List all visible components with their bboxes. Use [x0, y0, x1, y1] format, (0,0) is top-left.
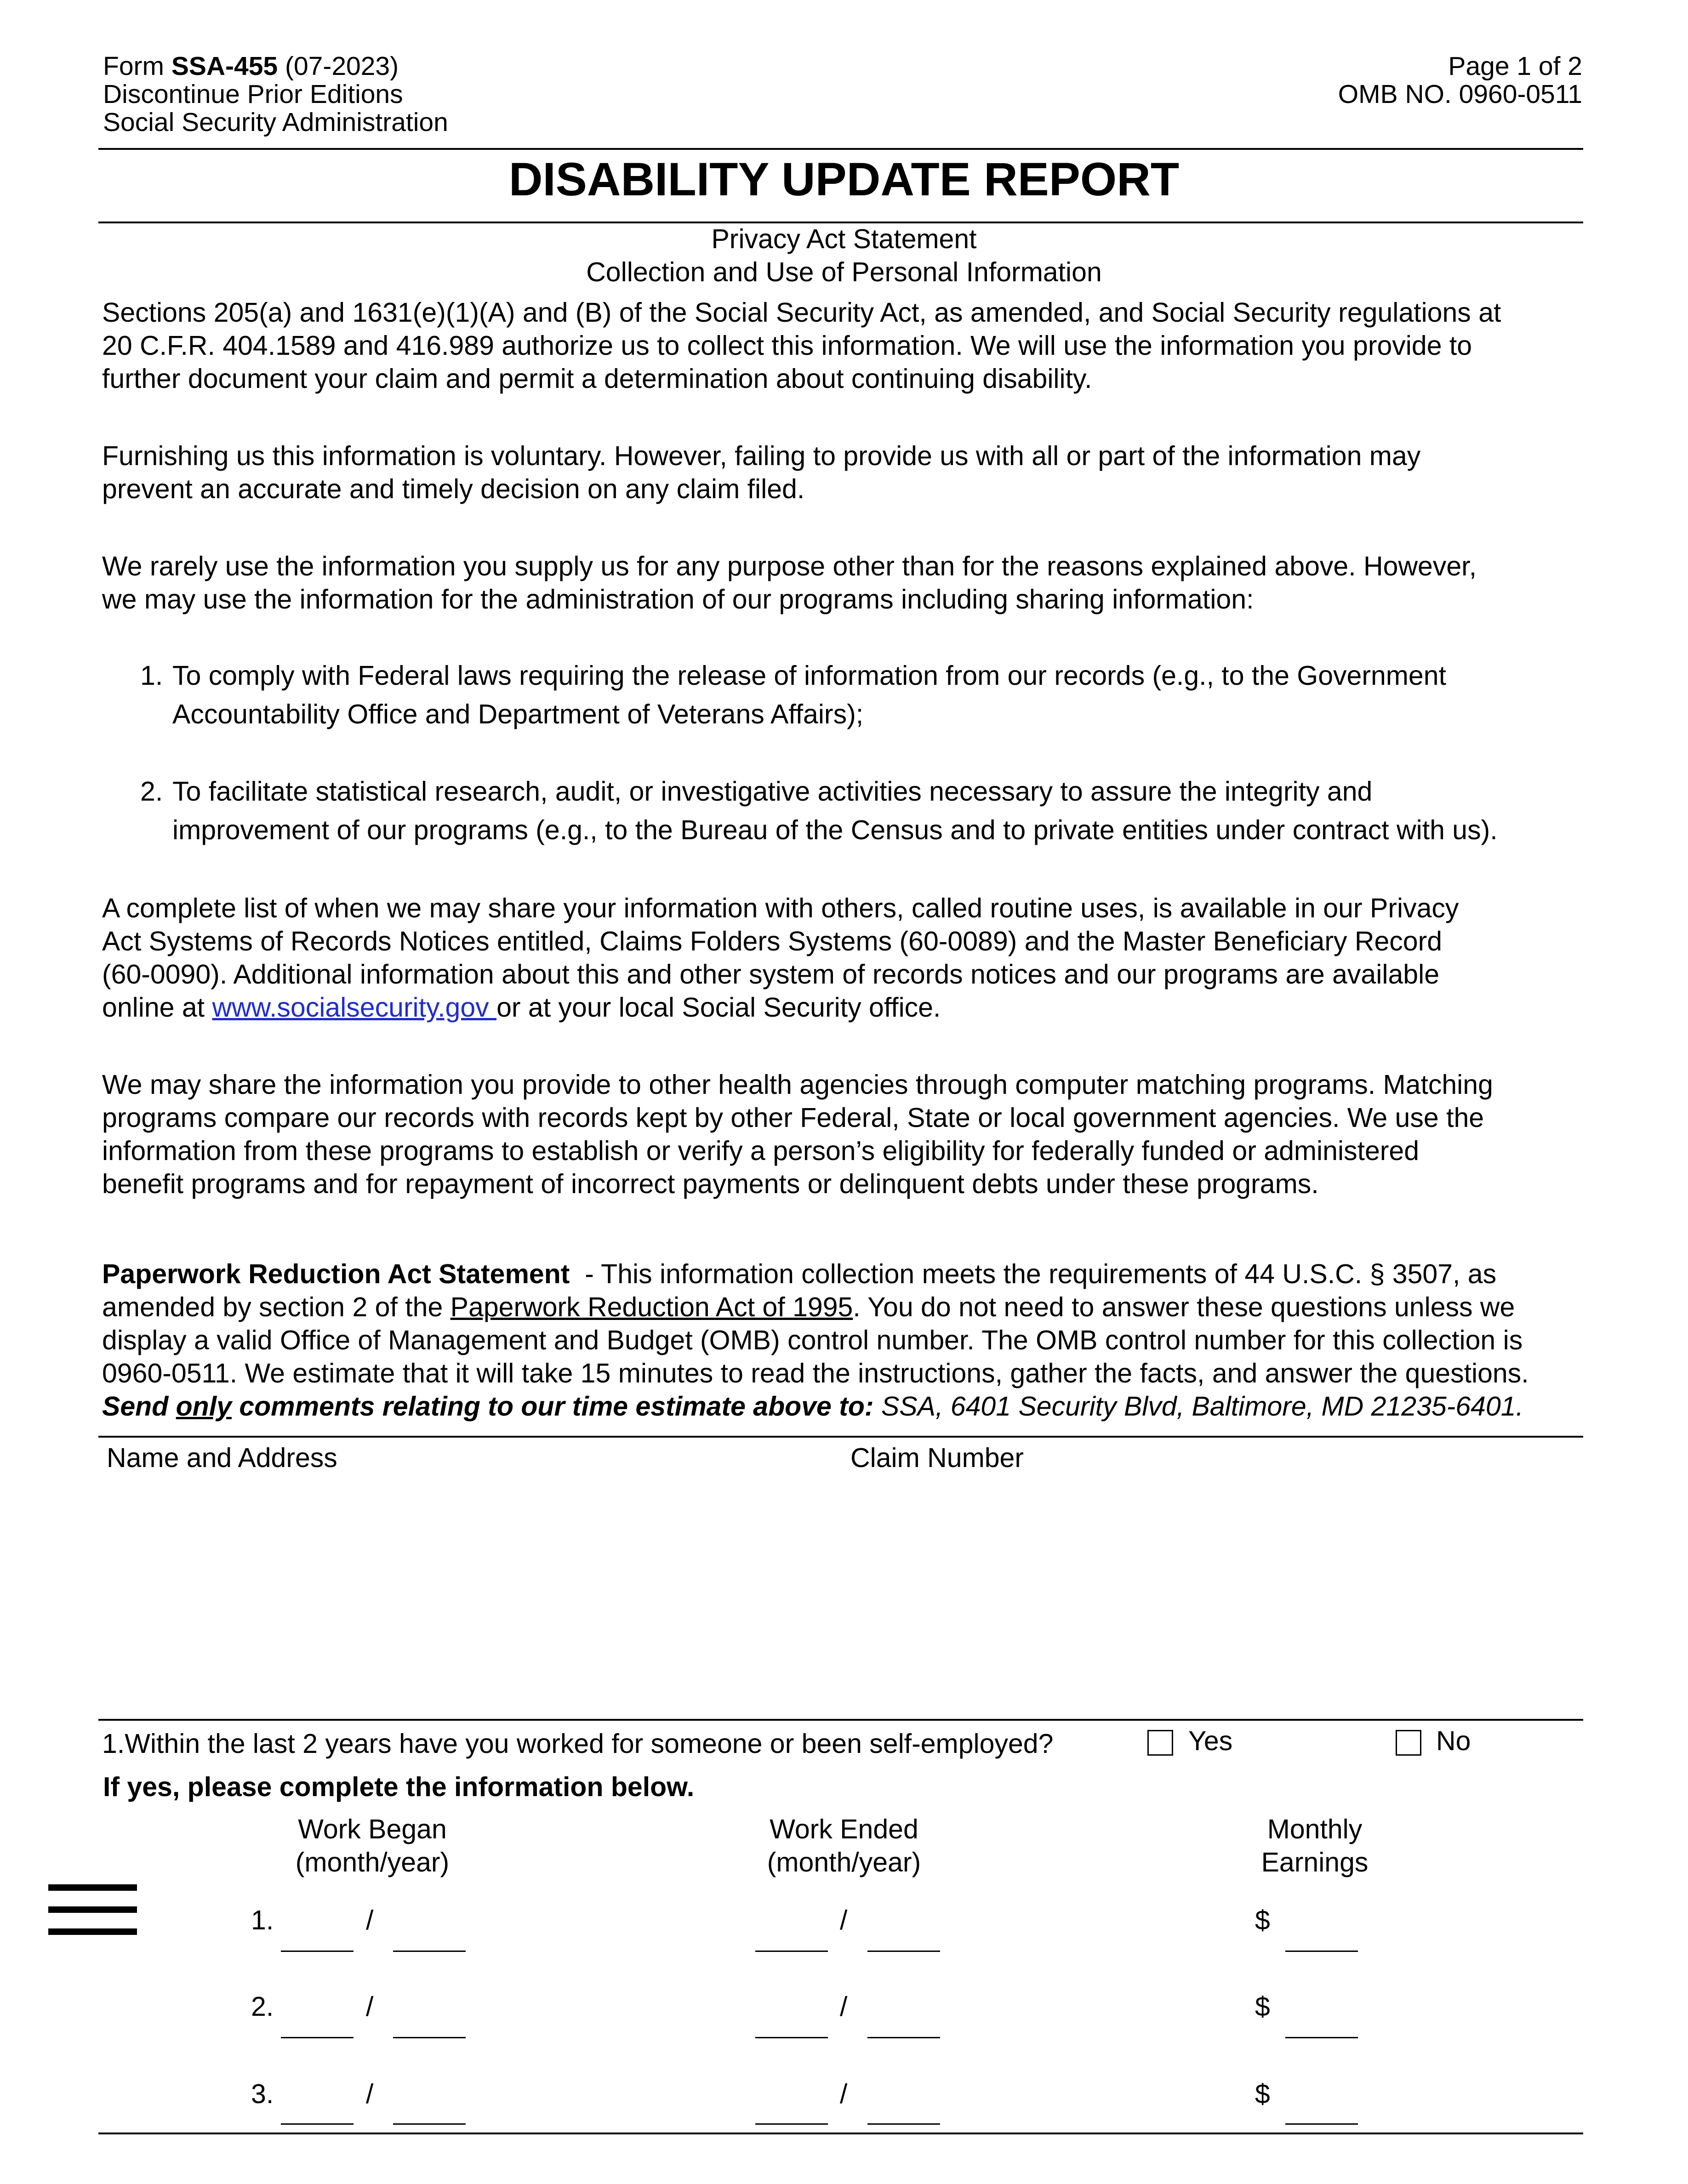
- date-separator: /: [840, 1905, 848, 1935]
- dollar-sign: $: [1255, 2079, 1270, 2109]
- form-prefix: Form: [103, 51, 171, 81]
- list-item-text: To facilitate statistical research, audit, or investigative activities necessary to assure the integrity and: [172, 776, 1373, 807]
- text-line: we may use the information for the administration of our programs including sharing information:: [102, 584, 1254, 614]
- work-began-month-input[interactable]: [281, 1951, 354, 1952]
- privacy-subheading: Collection and Use of Personal Information: [586, 257, 1102, 287]
- text-fragment: only: [176, 1391, 232, 1422]
- text-fragment: online at: [102, 992, 212, 1023]
- work-ended-month-input[interactable]: [755, 1951, 828, 1952]
- column-header-text: (month/year): [295, 1847, 450, 1877]
- work-ended-month-input[interactable]: [755, 2123, 828, 2125]
- divider: [98, 148, 1583, 150]
- list-item-number: 1.: [140, 660, 163, 691]
- page-number: Page 1 of 2: [1448, 51, 1582, 81]
- monthly-earnings-input[interactable]: [1285, 2037, 1358, 2038]
- text-line: [102, 991, 1587, 1024]
- work-began-month-input[interactable]: [281, 2037, 354, 2038]
- privacy-paragraph-2: [102, 439, 1587, 506]
- text-fragment: - This information collection meets the requirements of 44 U.S.C. § 3507, as: [570, 1259, 1497, 1289]
- form-id-block: [103, 52, 448, 136]
- list-item-text: Accountability Office and Department of Veterans Affairs);: [172, 699, 864, 729]
- no-checkbox[interactable]: [1396, 1730, 1421, 1756]
- column-header-text: Earnings: [1261, 1847, 1369, 1877]
- dollar-sign: $: [1255, 1905, 1270, 1935]
- text-fragment: amended by section 2 of the: [102, 1292, 451, 1322]
- column-header-text: Work Ended: [770, 1814, 918, 1844]
- row-number: 1.: [251, 1905, 274, 1935]
- privacy-heading: Privacy Act Statement: [711, 224, 977, 254]
- send-comments-line: [102, 1390, 1587, 1423]
- text-fragment: or at your local Social Security office.: [496, 992, 941, 1023]
- row-number: 2.: [251, 1991, 274, 2022]
- discontinue-note: Discontinue Prior Editions: [103, 80, 403, 109]
- column-header-text: (month/year): [767, 1847, 921, 1877]
- work-began-year-input[interactable]: [393, 2037, 466, 2038]
- text-line: [102, 1291, 1587, 1324]
- list-item-text: To comply with Federal laws requiring the release of information from our records (e.g., to the Government: [172, 660, 1446, 691]
- form-date: (07-2023): [278, 51, 399, 81]
- monthly-earnings-input[interactable]: [1285, 2123, 1358, 2125]
- mailing-address: SSA, 6401 Security Blvd, Baltimore, MD 21235-6401.: [873, 1391, 1523, 1422]
- ssa-website-link[interactable]: www.socialsecurity.gov: [212, 992, 497, 1023]
- monthly-earnings-input[interactable]: [1285, 1951, 1358, 1952]
- form-number: SSA-455: [171, 51, 278, 81]
- hamburger-menu-icon[interactable]: [48, 1928, 137, 1935]
- monthly-earnings-header: [1154, 1813, 1476, 1879]
- dollar-sign: $: [1255, 1991, 1270, 2022]
- work-ended-year-input[interactable]: [867, 2123, 940, 2125]
- divider: [98, 1719, 1583, 1721]
- claim-number-field[interactable]: [850, 1475, 1583, 1714]
- text-line: programs compare our records with records kept by other Federal, State or local government agencies. We use the: [102, 1103, 1484, 1133]
- work-began-year-input[interactable]: [393, 1951, 466, 1952]
- text-line: 0960-0511. We estimate that it will take 15 minutes to read the instructions, gather the facts, and answer the questions.: [102, 1358, 1529, 1388]
- work-began-month-input[interactable]: [281, 2123, 354, 2125]
- text-fragment: Send: [102, 1391, 176, 1422]
- question-1-instruction: If yes, please complete the information below.: [103, 1772, 695, 1802]
- work-began-header: [211, 1813, 533, 1879]
- page-info-block: [1338, 52, 1582, 108]
- work-ended-year-input[interactable]: [867, 2037, 940, 2038]
- name-address-label: Name and Address: [107, 1443, 337, 1473]
- work-ended-month-input[interactable]: [755, 2037, 828, 2038]
- work-ended-header: [683, 1813, 1005, 1879]
- date-separator: /: [366, 2079, 374, 2109]
- text-line: Act Systems of Records Notices entitled, Claims Folders Systems (60-0089) and the Master Beneficiary Record: [102, 926, 1443, 956]
- list-item: [140, 772, 1498, 849]
- omb-number: OMB NO. 0960-0511: [1338, 80, 1582, 109]
- question-1-text: 1.Within the last 2 years have you worked for someone or been self-employed?: [102, 1729, 1054, 1759]
- privacy-paragraph-4: [102, 892, 1587, 1024]
- paperwork-title: Paperwork Reduction Act Statement: [102, 1259, 570, 1289]
- hamburger-menu-icon[interactable]: [48, 1884, 137, 1891]
- text-line: display a valid Office of Management and Budget (OMB) control number. The OMB control number for this collection is: [102, 1325, 1523, 1355]
- list-item: [140, 656, 1446, 734]
- yes-checkbox[interactable]: [1147, 1730, 1173, 1756]
- divider: [98, 2133, 1583, 2134]
- text-line: Furnishing us this information is voluntary. However, failing to provide us with all or part of the information may: [102, 441, 1421, 471]
- text-line: Sections 205(a) and 1631(e)(1)(A) and (B) of the Social Security Act, as amended, and Social Security regulations at: [102, 297, 1501, 328]
- privacy-paragraph-1: [102, 296, 1587, 395]
- text-line: We may share the information you provide to other health agencies through computer matching programs. Matching: [102, 1069, 1493, 1100]
- text-line: (60-0090). Additional information about this and other system of records notices and our programs are available: [102, 959, 1440, 990]
- claim-number-label: Claim Number: [850, 1443, 1024, 1473]
- text-fragment: comments relating to our time estimate above to:: [231, 1391, 874, 1422]
- text-line: 20 C.F.R. 404.1589 and 416.989 authorize us to collect this information. We will use the information you provide to: [102, 330, 1472, 361]
- date-separator: /: [366, 1905, 374, 1935]
- agency-name: Social Security Administration: [103, 108, 448, 137]
- divider: [98, 1436, 1583, 1438]
- list-item-text: improvement of our programs (e.g., to the Bureau of the Census and to private entities under contract with us).: [172, 815, 1498, 845]
- text-line: further document your claim and permit a determination about continuing disability.: [102, 364, 1092, 394]
- privacy-paragraph-3: [102, 550, 1587, 616]
- name-address-field[interactable]: [98, 1475, 838, 1714]
- work-ended-year-input[interactable]: [867, 1951, 940, 1952]
- text-fragment: . You do not need to answer these questions unless we: [853, 1292, 1515, 1322]
- hamburger-menu-icon[interactable]: [48, 1906, 137, 1913]
- date-separator: /: [840, 1991, 848, 2022]
- no-label: No: [1436, 1726, 1471, 1756]
- text-line: We rarely use the information you supply us for any purpose other than for the reasons explained above. However,: [102, 551, 1477, 581]
- row-number: 3.: [251, 2079, 274, 2109]
- paperwork-act-reference: Paperwork Reduction Act of 1995: [450, 1292, 853, 1322]
- text-line: [102, 1257, 1587, 1291]
- date-separator: /: [840, 2079, 848, 2109]
- work-began-year-input[interactable]: [393, 2123, 466, 2125]
- text-line: A complete list of when we may share your information with others, called routine uses, is available in our Privacy: [102, 893, 1459, 923]
- form-number-line: [103, 52, 448, 80]
- date-separator: /: [366, 1991, 374, 2022]
- text-line: information from these programs to establish or verify a person’s eligibility for federally funded or administered: [102, 1136, 1420, 1166]
- column-header-text: Monthly: [1267, 1814, 1363, 1844]
- column-header-text: Work Began: [298, 1814, 447, 1844]
- paperwork-statement: [102, 1257, 1587, 1423]
- page-title: DISABILITY UPDATE REPORT: [508, 153, 1180, 205]
- yes-label: Yes: [1188, 1726, 1233, 1756]
- privacy-paragraph-5: [102, 1068, 1587, 1200]
- list-item-number: 2.: [140, 776, 163, 807]
- text-line: prevent an accurate and timely decision on any claim filed.: [102, 474, 805, 504]
- text-line: benefit programs and for repayment of incorrect payments or delinquent debts under these programs.: [102, 1169, 1319, 1199]
